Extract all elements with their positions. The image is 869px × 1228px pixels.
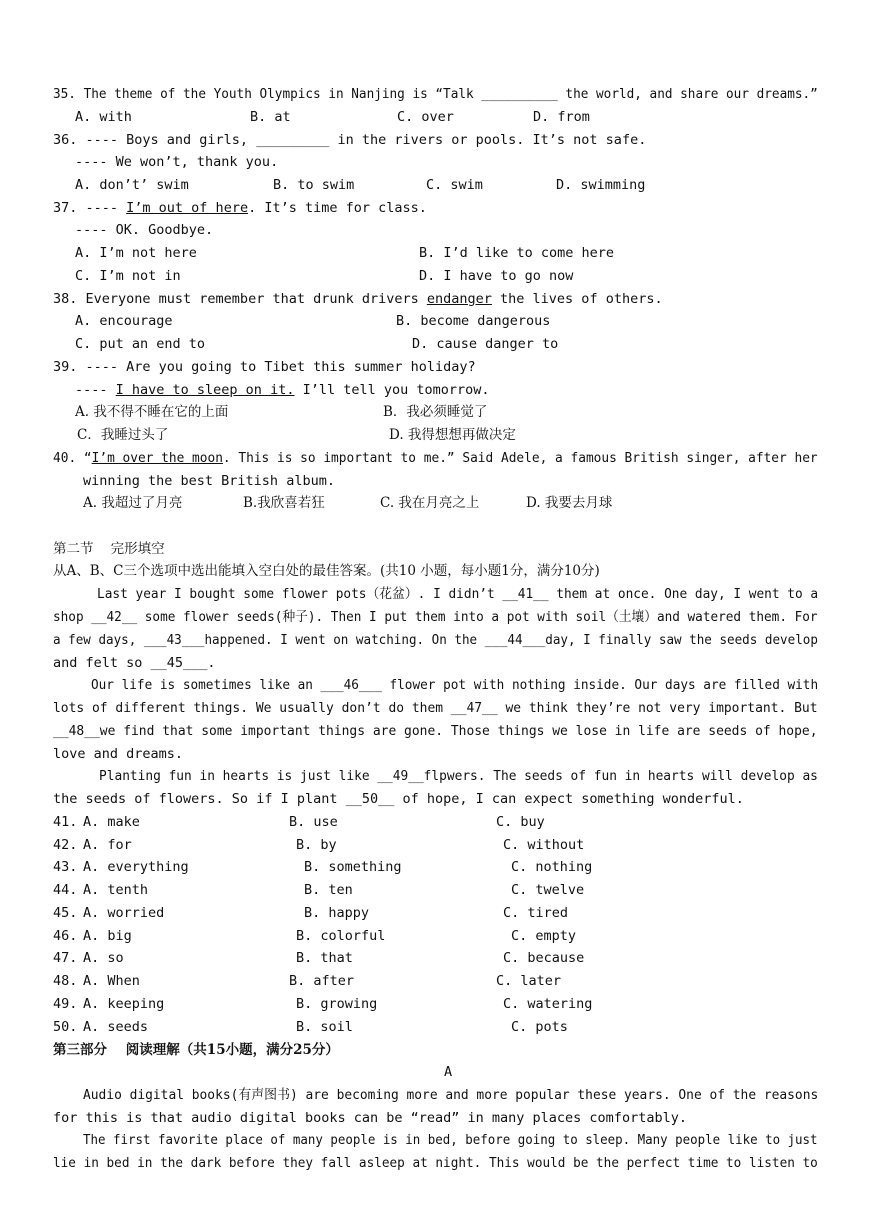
q40-option-b: B.我欣喜若狂	[243, 495, 325, 511]
cloze-instruction: 从A、B、C三个选项中选出能填入空白处的最佳答案。(共10 小题，每小题1分，满分10分)	[53, 563, 600, 579]
cloze-option-number: 45.	[53, 905, 78, 921]
q36-option-c: C. swim	[426, 177, 483, 193]
q37-option-c: C. I’m not in	[75, 268, 181, 284]
cloze-option-number: 48.	[53, 973, 78, 989]
cloze-option-c: C. watering	[503, 996, 593, 1012]
cloze-option-b: B. happy	[304, 905, 370, 921]
cloze-option-c: C. empty	[511, 928, 577, 944]
cloze-option-b: B. that	[296, 950, 353, 966]
reading-passage-line: lie in bed in the dark before they fall asleep at night. This would be the perfect time to listen to	[53, 1155, 818, 1171]
q35-option-d: D. from	[533, 109, 590, 125]
reading-passage-line: for this is that audio digital books can be “read” in many places comfortably.	[53, 1110, 687, 1126]
cloze-passage-line: Last year I bought some flower pots（花盆）. I didn’t __41__ them at once. One day, I went to a	[97, 586, 819, 602]
cloze-option-b: B. soil	[296, 1019, 353, 1035]
q40-option-a: A. 我超过了月亮	[83, 495, 183, 511]
cloze-passage-line: the seeds of flowers. So if I plant __50__ of hope, I can expect something wonderful.	[53, 791, 744, 807]
q37-option-d: D. I have to go now	[419, 268, 574, 284]
cloze-option-c: C. pots	[511, 1019, 568, 1035]
cloze-option-number: 42.	[53, 837, 78, 853]
cloze-passage-line: Our life is sometimes like an ___46___ flower pot with nothing inside. Our days are filled with	[91, 677, 819, 693]
q40-stem: 40. “I’m over the moon. This is so important to me.” Said Adele, a famous British singer, after her	[53, 450, 818, 466]
q36-option-a: A. don’t’ swim	[75, 177, 189, 193]
reading-part-title: 第三部分 阅读理解（共15小题，满分25分）	[53, 1042, 339, 1058]
cloze-option-number: 43.	[53, 859, 78, 875]
cloze-passage-line: shop __42__ some flower seeds(种子). Then I put them into a pot with soil（土壤）and watered them. For	[53, 609, 818, 625]
q35-option-b: B. at	[250, 109, 291, 125]
q39-option-c: C．我睡过头了	[77, 427, 169, 443]
q38-option-b: B. become dangerous	[396, 313, 551, 329]
cloze-option-b: B. after	[289, 973, 355, 989]
q40-stem-continued: winning the best British album.	[83, 473, 335, 489]
q39-stem: 39. ---- Are you going to Tibet this summer holiday?	[53, 359, 476, 375]
cloze-passage-line: Planting fun in hearts is just like __49__flpwers. The seeds of fun in hearts will develop as	[99, 768, 818, 784]
cloze-option-a: A. seeds	[83, 1019, 149, 1035]
cloze-option-a: A. make	[83, 814, 140, 830]
cloze-option-c: C. tired	[503, 905, 569, 921]
cloze-option-b: B. something	[304, 859, 402, 875]
q39-reply: ---- I have to sleep on it. I’ll tell you tomorrow.	[75, 382, 490, 398]
cloze-option-b: B. colorful	[296, 928, 386, 944]
cloze-option-c: C. because	[503, 950, 585, 966]
cloze-option-a: A. keeping	[83, 996, 165, 1012]
q35-stem: 35. The theme of the Youth Olympics in Nanjing is “Talk __________ the world, and share our dreams.”	[53, 86, 818, 102]
cloze-option-a: A. worried	[83, 905, 165, 921]
cloze-option-c: C. without	[503, 837, 585, 853]
cloze-passage-line: a few days, ___43___happened. I went on watching. On the ___44___day, I finally saw the seeds develop	[53, 632, 818, 648]
q40-option-c: C. 我在月亮之上	[380, 495, 480, 511]
cloze-passage-line: and felt so __45___.	[53, 655, 216, 671]
cloze-option-c: C. nothing	[511, 859, 593, 875]
q37-option-b: B. I’d like to come here	[419, 245, 615, 261]
cloze-option-number: 41.	[53, 814, 78, 830]
reading-passage-line: Audio digital books(有声图书) are becoming more and more popular these years. One of the reasons	[83, 1087, 819, 1103]
cloze-option-number: 49.	[53, 996, 78, 1012]
reading-passage-line: The first favorite place of many people is in bed, before going to sleep. Many people like to just	[83, 1132, 818, 1148]
cloze-option-c: C. twelve	[511, 882, 585, 898]
q37-reply: ---- OK. Goodbye.	[75, 222, 214, 238]
cloze-option-number: 46.	[53, 928, 78, 944]
q35-option-c: C. over	[397, 109, 454, 125]
cloze-option-c: C. buy	[496, 814, 545, 830]
cloze-option-a: A. so	[83, 950, 124, 966]
cloze-option-a: A. big	[83, 928, 132, 944]
q39-option-d: D. 我得想想再做决定	[389, 427, 516, 443]
cloze-passage-line: love and dreams.	[53, 746, 184, 762]
q38-underlined-word: endanger	[426, 291, 492, 307]
reading-passage-label: A	[444, 1064, 453, 1080]
q39-option-b: B．我必须睡觉了	[383, 404, 488, 420]
q38-option-a: A. encourage	[75, 313, 173, 329]
cloze-passage-line: lots of different things. We usually don’t do them __47__ we think they’re not very important. But	[53, 700, 818, 716]
q40-underlined-phrase: I’m over the moon	[91, 450, 223, 466]
q37-stem: 37. ---- I’m out of here. It’s time for class.	[53, 200, 427, 216]
cloze-option-number: 47.	[53, 950, 78, 966]
q35-option-a: A. with	[75, 109, 132, 125]
q40-option-d: D. 我要去月球	[526, 495, 613, 511]
q39-option-a: A. 我不得不睡在它的上面	[75, 404, 229, 420]
cloze-section-title: 第二节 完形填空	[53, 541, 165, 557]
q37-underlined-phrase: I’m out of here	[126, 200, 249, 216]
cloze-option-a: A. for	[83, 837, 132, 853]
q38-option-d: D. cause danger to	[412, 336, 559, 352]
cloze-passage-line: __48__we find that some important things are gone. Those things we lose in life are seeds of hope,	[53, 723, 818, 739]
q39-underlined-phrase: I have to sleep on it.	[115, 382, 295, 398]
cloze-option-number: 44.	[53, 882, 78, 898]
cloze-option-a: A. When	[83, 973, 140, 989]
cloze-option-b: B. growing	[296, 996, 378, 1012]
q36-option-b: B. to swim	[273, 177, 355, 193]
cloze-option-b: B. use	[289, 814, 338, 830]
cloze-option-a: A. everything	[83, 859, 189, 875]
cloze-option-c: C. later	[496, 973, 562, 989]
q38-option-c: C. put an end to	[75, 336, 206, 352]
cloze-option-number: 50.	[53, 1019, 78, 1035]
cloze-option-a: A. tenth	[83, 882, 149, 898]
cloze-option-b: B. by	[296, 837, 337, 853]
q36-option-d: D. swimming	[556, 177, 646, 193]
cloze-option-b: B. ten	[304, 882, 353, 898]
q36-reply: ---- We won’t, thank you.	[75, 154, 279, 170]
q38-stem: 38. Everyone must remember that drunk drivers endanger the lives of others.	[53, 291, 663, 307]
q37-option-a: A. I’m not here	[75, 245, 197, 261]
q36-stem: 36. ---- Boys and girls, _________ in the rivers or pools. It’s not safe.	[53, 132, 647, 148]
